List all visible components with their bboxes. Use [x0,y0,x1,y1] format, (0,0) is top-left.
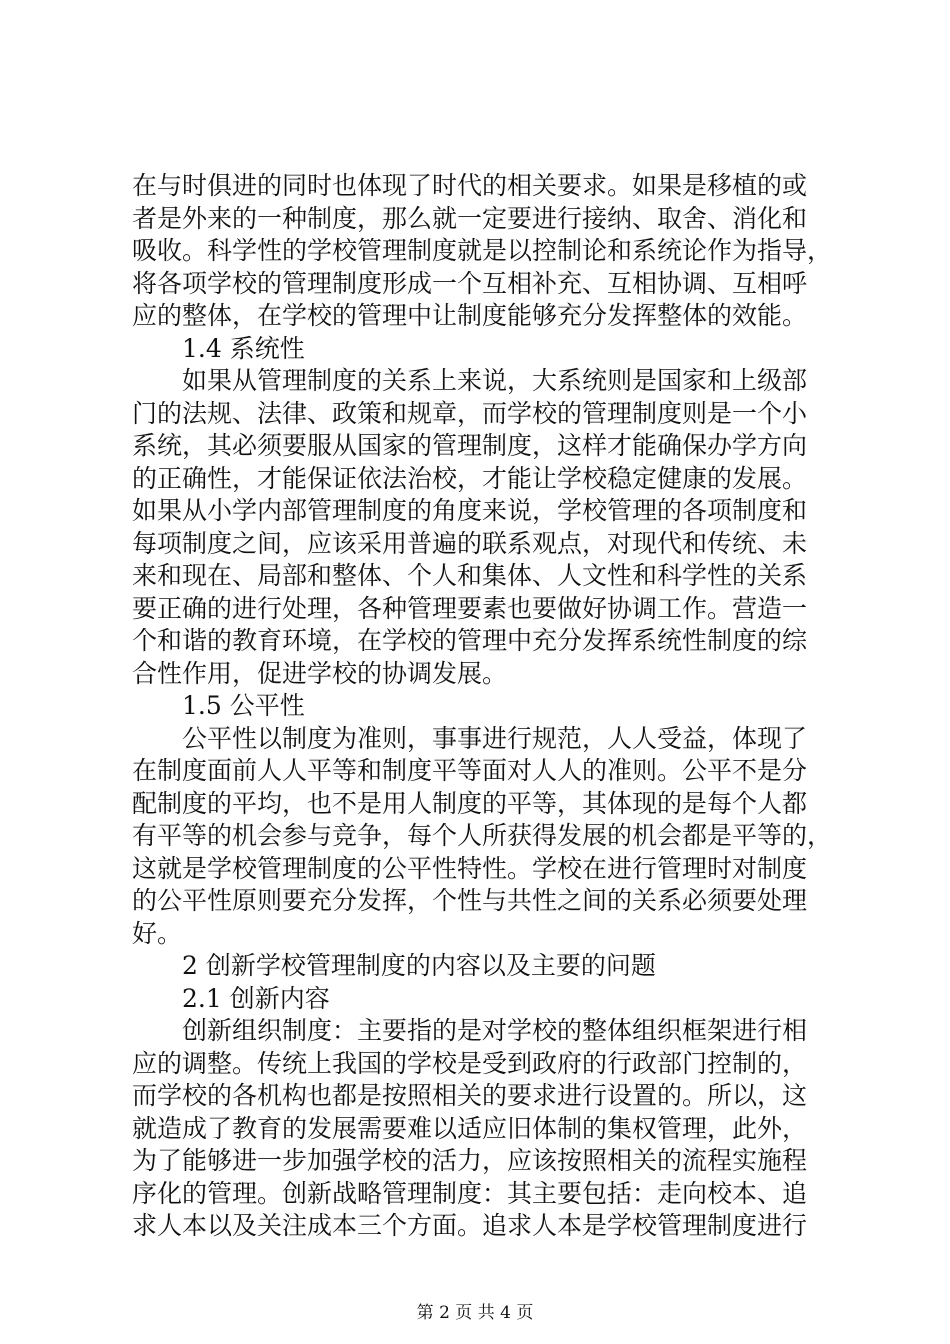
text-line: 2 创新学校管理制度的内容以及主要的问题 [182,951,656,980]
text-line: 配制度的平均，也不是用人制度的平等，其体现的是每个人都 [132,788,808,818]
text-line: 者是外来的一种制度，那么就一定要进行接纳、取舍、消化和 [132,203,808,233]
page-footer: 第 2 页 共 4 页 [416,1303,534,1323]
text-line: 门的法规、法律、政策和规章，而学校的管理制度则是一个小 [132,398,808,428]
text-line: 创新组织制度：主要指的是对学校的整体组织框架进行相 [182,1016,808,1045]
text-line: 如果从管理制度的关系上来说，大系统则是国家和上级部 [182,366,808,395]
text-line: 公平性以制度为准则，事事进行规范，人人受益，体现了 [182,723,808,753]
body-text [132,170,832,1243]
text-line: 吸收。科学性的学校管理制度就是以控制论和系统论作为指导， [132,236,832,265]
text-line: 如果从小学内部管理制度的角度来说，学校管理的各项制度和 [132,496,808,525]
text-line: 2.1 创新内容 [182,983,330,1013]
text-line: 的公平性原则要充分发挥，个性与共性之间的关系必须要处理 [132,886,808,915]
text-line: 的正确性，才能保证依法治校，才能让学校稳定健康的发展。 [132,463,808,493]
text-line: 这就是学校管理制度的公平性特性。学校在进行管理时对制度 [132,853,808,883]
text-line: 将各项学校的管理制度形成一个互相补充、互相协调、互相呼 [132,268,808,298]
text-line: 合性作用，促进学校的协调发展。 [132,658,508,688]
text-line: 在与时俱进的同时也体现了时代的相关要求。如果是移植的或 [132,171,808,200]
text-line: 有平等的机会参与竞争，每个人所获得发展的机会都是平等的， [132,821,832,850]
text-line: 系统，其必须要服从国家的管理制度，这样才能确保办学方向 [132,431,808,460]
text-line: 1.5 公平性 [182,691,305,720]
text-line: 应的整体，在学校的管理中让制度能够充分发挥整体的效能。 [132,301,808,330]
text-line: 就造成了教育的发展需要难以适应旧体制的集权管理，此外， [132,1113,808,1143]
text-line: 序化的管理。创新战略管理制度：其主要包括：走向校本、追 [132,1178,808,1208]
text-line: 个和谐的教育环境，在学校的管理中充分发挥系统性制度的综 [132,626,808,655]
text-line: 求人本以及关注成本三个方面。追求人本是学校管理制度进行 [132,1211,808,1240]
text-line: 来和现在、局部和整体、个人和集体、人文性和科学性的关系 [132,561,808,590]
text-line: 要正确的进行处理，各种管理要素也要做好协调工作。营造一 [132,593,808,623]
text-line: 为了能够进一步加强学校的活力，应该按照相关的流程实施程 [132,1146,808,1175]
text-line: 在制度面前人人平等和制度平等面对人人的准则。公平不是分 [132,756,808,785]
text-line: 1.4 系统性 [182,333,305,363]
text-line: 每项制度之间，应该采用普遍的联系观点，对现代和传统、未 [132,528,808,558]
text-line: 好。 [132,918,183,948]
text-line: 应的调整。传统上我国的学校是受到政府的行政部门控制的， [132,1048,808,1078]
text-line: 而学校的各机构也都是按照相关的要求进行设置的。所以，这 [132,1081,808,1110]
